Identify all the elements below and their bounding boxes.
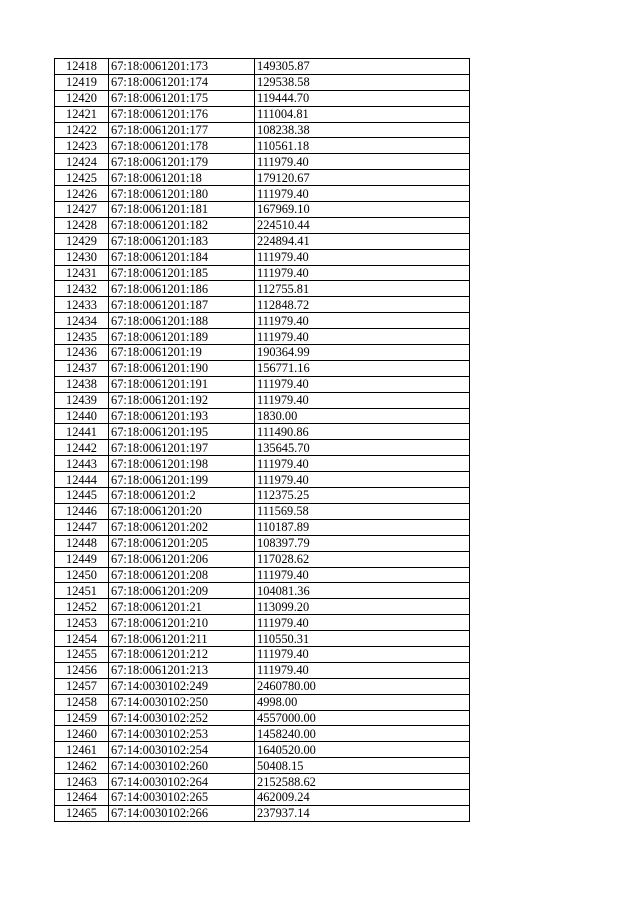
value-cell: 2152588.62	[255, 774, 470, 790]
value-cell: 237937.14	[255, 805, 470, 821]
value-cell: 111979.40	[255, 154, 470, 170]
row-number-cell: 12455	[55, 646, 109, 662]
row-number-cell: 12444	[55, 472, 109, 488]
value-cell: 111979.40	[255, 567, 470, 583]
value-cell: 111979.40	[255, 249, 470, 265]
row-number-cell: 12422	[55, 122, 109, 138]
row-number-cell: 12464	[55, 789, 109, 805]
row-number-cell: 12421	[55, 106, 109, 122]
table-row	[55, 122, 470, 138]
row-number-cell: 12428	[55, 217, 109, 233]
cadastral-number-cell: 67:18:0061201:210	[109, 615, 255, 631]
cadastral-number-cell: 67:18:0061201:176	[109, 106, 255, 122]
table-row	[55, 758, 470, 774]
value-cell: 111979.40	[255, 472, 470, 488]
table-row	[55, 646, 470, 662]
table-body	[55, 59, 470, 822]
table-row	[55, 662, 470, 678]
value-cell: 224894.41	[255, 233, 470, 249]
table-row	[55, 186, 470, 202]
value-cell: 1830.00	[255, 408, 470, 424]
table-row	[55, 456, 470, 472]
cadastral-number-cell: 67:18:0061201:21	[109, 599, 255, 615]
cadastral-number-cell: 67:18:0061201:2	[109, 488, 255, 504]
table-row	[55, 440, 470, 456]
cadastral-number-cell: 67:18:0061201:213	[109, 662, 255, 678]
table-row	[55, 519, 470, 535]
table-row	[55, 154, 470, 170]
table-row	[55, 233, 470, 249]
cadastral-number-cell: 67:18:0061201:212	[109, 646, 255, 662]
table-row	[55, 551, 470, 567]
table-row	[55, 694, 470, 710]
cadastral-number-cell: 67:18:0061201:177	[109, 122, 255, 138]
value-cell: 111979.40	[255, 329, 470, 345]
table-row	[55, 170, 470, 186]
cadastral-value-table	[54, 58, 470, 822]
table-row	[55, 313, 470, 329]
row-number-cell: 12458	[55, 694, 109, 710]
cadastral-number-cell: 67:18:0061201:193	[109, 408, 255, 424]
value-cell: 190364.99	[255, 345, 470, 361]
cadastral-number-cell: 67:18:0061201:175	[109, 90, 255, 106]
value-cell: 111979.40	[255, 265, 470, 281]
cadastral-number-cell: 67:18:0061201:182	[109, 217, 255, 233]
table-row	[55, 774, 470, 790]
row-number-cell: 12427	[55, 202, 109, 218]
cadastral-number-cell: 67:18:0061201:185	[109, 265, 255, 281]
cadastral-number-cell: 67:14:0030102:265	[109, 789, 255, 805]
value-cell: 111979.40	[255, 615, 470, 631]
cadastral-number-cell: 67:18:0061201:186	[109, 281, 255, 297]
value-cell: 113099.20	[255, 599, 470, 615]
table-row	[55, 535, 470, 551]
value-cell: 111979.40	[255, 646, 470, 662]
row-number-cell: 12429	[55, 233, 109, 249]
row-number-cell: 12442	[55, 440, 109, 456]
row-number-cell: 12459	[55, 710, 109, 726]
cadastral-number-cell: 67:14:0030102:253	[109, 726, 255, 742]
row-number-cell: 12430	[55, 249, 109, 265]
row-number-cell: 12424	[55, 154, 109, 170]
value-cell: 50408.15	[255, 758, 470, 774]
table-row	[55, 392, 470, 408]
table-row	[55, 408, 470, 424]
cadastral-number-cell: 67:18:0061201:187	[109, 297, 255, 313]
row-number-cell: 12432	[55, 281, 109, 297]
cadastral-number-cell: 67:18:0061201:174	[109, 74, 255, 90]
table-row	[55, 583, 470, 599]
cadastral-number-cell: 67:18:0061201:183	[109, 233, 255, 249]
table-row	[55, 742, 470, 758]
cadastral-number-cell: 67:18:0061201:178	[109, 138, 255, 154]
row-number-cell: 12436	[55, 345, 109, 361]
table-row	[55, 726, 470, 742]
table-row	[55, 678, 470, 694]
row-number-cell: 12420	[55, 90, 109, 106]
cadastral-number-cell: 67:18:0061201:209	[109, 583, 255, 599]
row-number-cell: 12419	[55, 74, 109, 90]
row-number-cell: 12440	[55, 408, 109, 424]
value-cell: 110561.18	[255, 138, 470, 154]
row-number-cell: 12426	[55, 186, 109, 202]
value-cell: 104081.36	[255, 583, 470, 599]
table-row	[55, 345, 470, 361]
table-row	[55, 217, 470, 233]
row-number-cell: 12423	[55, 138, 109, 154]
table-row	[55, 472, 470, 488]
table-row	[55, 710, 470, 726]
row-number-cell: 12433	[55, 297, 109, 313]
value-cell: 224510.44	[255, 217, 470, 233]
table-row	[55, 265, 470, 281]
cadastral-number-cell: 67:14:0030102:252	[109, 710, 255, 726]
cadastral-number-cell: 67:18:0061201:208	[109, 567, 255, 583]
row-number-cell: 12447	[55, 519, 109, 535]
table-row	[55, 631, 470, 647]
row-number-cell: 12435	[55, 329, 109, 345]
value-cell: 111004.81	[255, 106, 470, 122]
table-row	[55, 297, 470, 313]
table-row	[55, 503, 470, 519]
value-cell: 111979.40	[255, 662, 470, 678]
value-cell: 135645.70	[255, 440, 470, 456]
value-cell: 129538.58	[255, 74, 470, 90]
value-cell: 117028.62	[255, 551, 470, 567]
cadastral-number-cell: 67:18:0061201:173	[109, 59, 255, 75]
value-cell: 111490.86	[255, 424, 470, 440]
row-number-cell: 12446	[55, 503, 109, 519]
row-number-cell: 12460	[55, 726, 109, 742]
value-cell: 4557000.00	[255, 710, 470, 726]
value-cell: 108397.79	[255, 535, 470, 551]
cadastral-number-cell: 67:18:0061201:190	[109, 360, 255, 376]
table-row	[55, 599, 470, 615]
row-number-cell: 12465	[55, 805, 109, 821]
cadastral-number-cell: 67:14:0030102:249	[109, 678, 255, 694]
cadastral-number-cell: 67:18:0061201:180	[109, 186, 255, 202]
cadastral-number-cell: 67:14:0030102:266	[109, 805, 255, 821]
table-row	[55, 249, 470, 265]
row-number-cell: 12451	[55, 583, 109, 599]
value-cell: 462009.24	[255, 789, 470, 805]
value-cell: 112848.72	[255, 297, 470, 313]
value-cell: 110550.31	[255, 631, 470, 647]
value-cell: 179120.67	[255, 170, 470, 186]
row-number-cell: 12434	[55, 313, 109, 329]
table-row	[55, 360, 470, 376]
value-cell: 111979.40	[255, 392, 470, 408]
table-row	[55, 376, 470, 392]
cadastral-number-cell: 67:18:0061201:206	[109, 551, 255, 567]
value-cell: 156771.16	[255, 360, 470, 376]
row-number-cell: 12462	[55, 758, 109, 774]
value-cell: 111569.58	[255, 503, 470, 519]
cadastral-number-cell: 67:18:0061201:192	[109, 392, 255, 408]
value-cell: 110187.89	[255, 519, 470, 535]
value-cell: 149305.87	[255, 59, 470, 75]
row-number-cell: 12449	[55, 551, 109, 567]
row-number-cell: 12445	[55, 488, 109, 504]
cadastral-number-cell: 67:18:0061201:181	[109, 202, 255, 218]
row-number-cell: 12452	[55, 599, 109, 615]
table-row	[55, 138, 470, 154]
cadastral-number-cell: 67:18:0061201:20	[109, 503, 255, 519]
row-number-cell: 12443	[55, 456, 109, 472]
table-row	[55, 74, 470, 90]
row-number-cell: 12453	[55, 615, 109, 631]
table-row	[55, 488, 470, 504]
value-cell: 112375.25	[255, 488, 470, 504]
value-cell: 167969.10	[255, 202, 470, 218]
value-cell: 111979.40	[255, 186, 470, 202]
row-number-cell: 12448	[55, 535, 109, 551]
row-number-cell: 12438	[55, 376, 109, 392]
cadastral-number-cell: 67:18:0061201:184	[109, 249, 255, 265]
cadastral-number-cell: 67:18:0061201:179	[109, 154, 255, 170]
cadastral-number-cell: 67:18:0061201:188	[109, 313, 255, 329]
cadastral-number-cell: 67:18:0061201:211	[109, 631, 255, 647]
row-number-cell: 12461	[55, 742, 109, 758]
table-row	[55, 615, 470, 631]
row-number-cell: 12437	[55, 360, 109, 376]
row-number-cell: 12418	[55, 59, 109, 75]
cadastral-number-cell: 67:18:0061201:191	[109, 376, 255, 392]
value-cell: 1640520.00	[255, 742, 470, 758]
row-number-cell: 12425	[55, 170, 109, 186]
cadastral-number-cell: 67:18:0061201:202	[109, 519, 255, 535]
cadastral-number-cell: 67:18:0061201:19	[109, 345, 255, 361]
value-cell: 4998.00	[255, 694, 470, 710]
row-number-cell: 12456	[55, 662, 109, 678]
table-row	[55, 281, 470, 297]
row-number-cell: 12450	[55, 567, 109, 583]
value-cell: 112755.81	[255, 281, 470, 297]
table-row	[55, 329, 470, 345]
cadastral-number-cell: 67:18:0061201:199	[109, 472, 255, 488]
row-number-cell: 12457	[55, 678, 109, 694]
table-row	[55, 106, 470, 122]
row-number-cell: 12454	[55, 631, 109, 647]
cadastral-number-cell: 67:18:0061201:197	[109, 440, 255, 456]
cadastral-number-cell: 67:18:0061201:205	[109, 535, 255, 551]
row-number-cell: 12441	[55, 424, 109, 440]
cadastral-number-cell: 67:18:0061201:189	[109, 329, 255, 345]
table-row	[55, 805, 470, 821]
value-cell: 111979.40	[255, 313, 470, 329]
cadastral-number-cell: 67:14:0030102:250	[109, 694, 255, 710]
table-row	[55, 202, 470, 218]
table-row	[55, 90, 470, 106]
value-cell: 119444.70	[255, 90, 470, 106]
cadastral-number-cell: 67:14:0030102:254	[109, 742, 255, 758]
value-cell: 108238.38	[255, 122, 470, 138]
row-number-cell: 12439	[55, 392, 109, 408]
value-cell: 111979.40	[255, 376, 470, 392]
value-cell: 111979.40	[255, 456, 470, 472]
cadastral-number-cell: 67:18:0061201:198	[109, 456, 255, 472]
cadastral-number-cell: 67:14:0030102:260	[109, 758, 255, 774]
cadastral-number-cell: 67:18:0061201:195	[109, 424, 255, 440]
table-row	[55, 789, 470, 805]
table-row	[55, 424, 470, 440]
row-number-cell: 12463	[55, 774, 109, 790]
value-cell: 2460780.00	[255, 678, 470, 694]
cadastral-number-cell: 67:18:0061201:18	[109, 170, 255, 186]
table-row	[55, 59, 470, 75]
row-number-cell: 12431	[55, 265, 109, 281]
value-cell: 1458240.00	[255, 726, 470, 742]
table-row	[55, 567, 470, 583]
cadastral-number-cell: 67:14:0030102:264	[109, 774, 255, 790]
